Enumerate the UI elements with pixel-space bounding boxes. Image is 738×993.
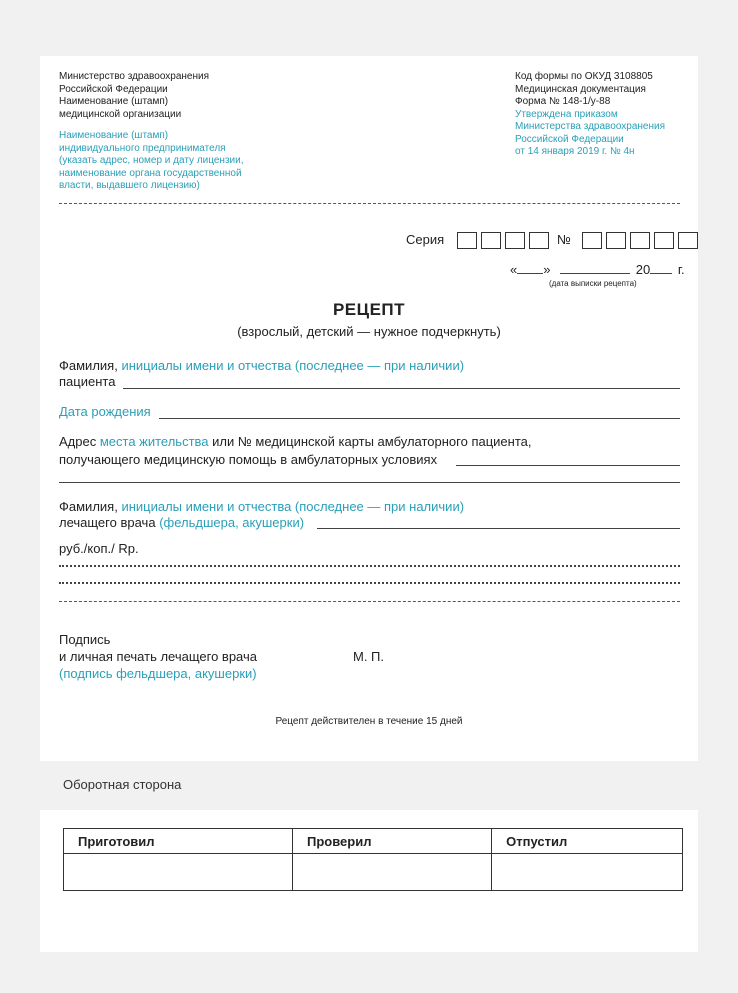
series-row <box>406 232 702 249</box>
series-box[interactable] <box>481 232 501 249</box>
issue-date-row <box>510 262 685 278</box>
table-header-row <box>64 829 683 854</box>
label-part: лечащего врача <box>59 515 156 530</box>
column-checked: Проверил <box>292 829 491 854</box>
document-subtitle: (взрослый, детский — нужное подчеркнуть) <box>237 324 501 339</box>
series-box[interactable] <box>529 232 549 249</box>
number-box[interactable] <box>606 232 626 249</box>
header-line: Российской Федерации <box>59 83 168 95</box>
header-line: Код формы по ОКУД 3108805 <box>515 71 653 82</box>
year-field[interactable] <box>650 262 672 274</box>
address-field[interactable] <box>456 465 680 466</box>
label-part: Фамилия, <box>59 499 118 514</box>
number-label: № <box>557 232 571 247</box>
prescription-front-side <box>40 56 698 761</box>
series-box[interactable] <box>457 232 477 249</box>
prescription-back-side <box>40 810 698 952</box>
address-label-line2: получающего медицинскую помощь в амбулаторных условиях <box>59 452 438 467</box>
number-box[interactable] <box>582 232 602 249</box>
back-side-caption: Оборотная сторона <box>63 777 182 792</box>
header-line: власти, выдавшего лицензию) <box>59 180 200 191</box>
column-prepared: Приготовил <box>64 829 293 854</box>
header-line: медицинской организации <box>59 108 182 120</box>
label-part: (фельдшера, акушерки) <box>159 515 305 530</box>
patient-name-label <box>59 358 464 374</box>
rp-line[interactable] <box>59 582 680 584</box>
birth-date-field[interactable] <box>159 418 680 419</box>
address-label <box>59 434 531 450</box>
birth-date-label: Дата рождения <box>59 404 151 419</box>
header-line: Наименование (штамп) <box>59 130 169 141</box>
day-field[interactable] <box>517 262 543 274</box>
rp-separator <box>59 601 680 602</box>
rp-line[interactable] <box>59 565 680 567</box>
header-line: Форма № 148-1/у-88 <box>515 96 611 107</box>
dispensed-cell[interactable] <box>492 854 683 891</box>
signature-label-line3: (подпись фельдшера, акушерки) <box>59 666 257 681</box>
year-prefix: 20 <box>635 262 651 277</box>
number-box[interactable] <box>630 232 650 249</box>
address-field-extra[interactable] <box>59 482 680 483</box>
close-quote: » <box>543 262 551 277</box>
header-line: Министерства здравоохранения <box>515 121 665 132</box>
column-dispensed: Отпустил <box>492 829 683 854</box>
number-box[interactable] <box>654 232 674 249</box>
label-part: места жительства <box>99 434 209 449</box>
header-line: от 14 января 2019 г. № 4н <box>515 146 635 157</box>
label-part: инициалы имени и отчества (последнее — при наличии) <box>121 499 465 514</box>
date-caption: (дата выписки рецепта) <box>549 279 637 288</box>
year-suffix: г. <box>677 262 685 277</box>
series-label: Серия <box>406 232 445 247</box>
series-box[interactable] <box>505 232 525 249</box>
patient-name-field[interactable] <box>123 388 680 389</box>
prepared-cell[interactable] <box>64 854 293 891</box>
patient-label: пациента <box>59 374 116 389</box>
organization-header <box>59 71 289 121</box>
header-line: Министерство здравоохранения <box>59 71 209 82</box>
number-box[interactable] <box>678 232 698 249</box>
checked-cell[interactable] <box>292 854 491 891</box>
header-line: наименование органа государственной <box>59 167 242 179</box>
entrepreneur-stamp-header <box>59 130 289 193</box>
header-line: Российской Федерации <box>515 133 624 145</box>
pharmacy-table <box>63 828 683 891</box>
header-line: индивидуального предпринимателя <box>59 142 226 154</box>
header-line: (указать адрес, номер и дату лицензии, <box>59 155 244 166</box>
header-line: Утверждена приказом <box>515 108 618 120</box>
validity-note: Рецепт действителен в течение 15 дней <box>275 716 463 727</box>
label-part: Адрес <box>59 434 97 449</box>
tear-line <box>59 203 680 204</box>
header-line: Медицинская документация <box>515 83 646 95</box>
header-line: Наименование (штамп) <box>59 96 169 107</box>
label-part: или № медицинской карты амбулаторного пациента, <box>212 434 532 449</box>
signature-label: Подпись <box>59 632 111 647</box>
doctor-label <box>59 515 304 531</box>
label-part: Фамилия, <box>59 358 118 373</box>
open-quote: « <box>510 262 518 277</box>
stamp-place-label: М. П. <box>353 649 385 664</box>
document-title: РЕЦЕПТ <box>332 300 406 319</box>
doctor-name-field[interactable] <box>317 528 680 529</box>
doctor-name-label <box>59 499 464 515</box>
month-field[interactable] <box>560 262 630 274</box>
signature-label-line2: и личная печать лечащего врача <box>59 649 257 664</box>
table-row <box>64 854 683 891</box>
label-part: инициалы имени и отчества (последнее — при наличии) <box>121 358 465 373</box>
rp-label: руб./коп./ Rp. <box>59 541 139 556</box>
form-code-header <box>515 71 695 159</box>
